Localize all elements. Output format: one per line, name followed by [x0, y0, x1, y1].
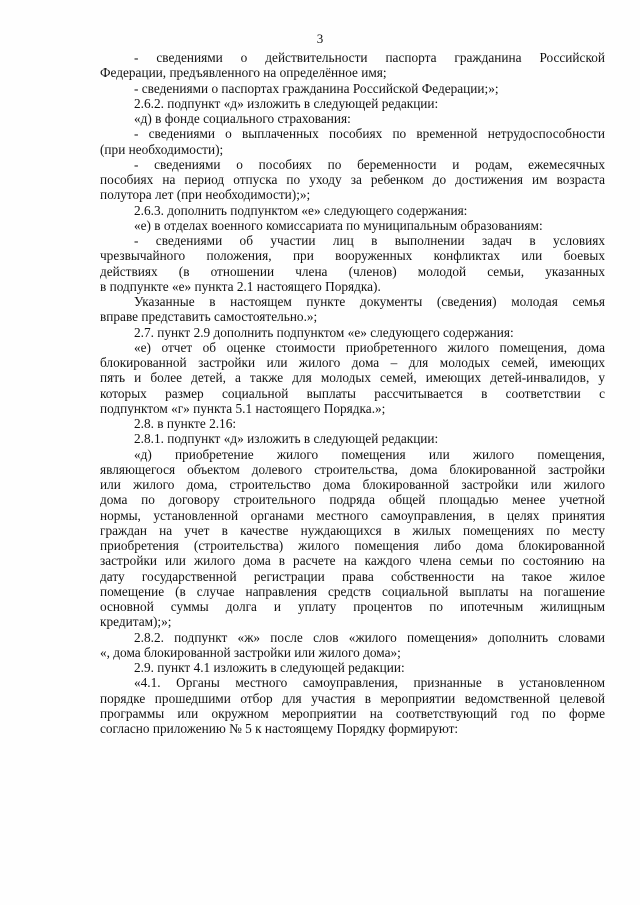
text-line: программы или окружном мероприятии на соответствующий год по форме: [100, 705, 605, 721]
text-line: - сведениями о выплаченных пособиях по временной нетрудоспособности: [134, 126, 605, 142]
text-line: граждан на учет в качестве нуждающихся в жилых помещениях по месту: [100, 522, 605, 538]
document-body: [100, 50, 605, 736]
text-line: 2.6.2. подпункт «д» изложить в следующей редакции:: [134, 95, 439, 111]
text-line: 2.8. в пункте 2.16:: [134, 416, 237, 431]
text-line: 2.6.3. дополнить подпунктом «е» следующего содержания:: [134, 202, 468, 218]
text-line: 2.8.1. подпункт «д» изложить в следующей редакции:: [134, 431, 439, 447]
text-line: 2.8.2. подпункт «ж» после слов «жилого помещения» дополнить словами: [134, 629, 605, 645]
text-line: которых размер социальной выплаты рассчитывается в соответствии с: [100, 385, 605, 401]
text-line: - сведениями о пособиях по беременности и родам, ежемесячных: [134, 156, 605, 172]
text-line: «д) приобретение жилого помещения или жилого помещения,: [134, 446, 605, 462]
text-line: действиях (в отношении члена (членов) молодой семьи, указанных: [100, 263, 605, 279]
page-number: 3: [316, 31, 324, 46]
text-line: Федерации, предъявленного на определённое имя;: [100, 65, 387, 81]
text-line: - сведениями о действительности паспорта гражданина Российской: [134, 50, 605, 65]
text-line: вправе представить самостоятельно.»;: [100, 309, 318, 325]
text-line: застройки или жилого дома в расчете на каждого члена семьи по состоянию на: [100, 553, 605, 569]
text-line: - сведениями об участии лиц в выполнении задач в условиях: [134, 233, 605, 248]
text-line: подпунктом «г» пункта 5.1 настоящего Порядка.»;: [100, 400, 386, 416]
text-line: кредитам);»;: [100, 614, 172, 630]
text-line: «4.1. Органы местного самоуправления, признанные в установленном: [134, 675, 605, 691]
text-line: в подпункте «е» пункта 2.1 настоящего Порядка).: [100, 278, 381, 294]
text-line: «е) отчет об оценке стоимости приобретенного жилого помещения, дома: [134, 339, 605, 355]
text-line: нормы, установленной органами местного самоуправления, в целях принятия: [100, 507, 605, 523]
text-line: или жилого дома, строительство дома блокированной застройки или жилого: [100, 477, 605, 492]
text-line: приобретения (строительства) жилого помещения либо дома блокированной: [100, 538, 605, 553]
text-line: 2.7. пункт 2.9 дополнить подпунктом «е» следующего содержания:: [134, 324, 514, 340]
text-line: блокированной застройки или жилого дома – для молодых семей, имеющих: [100, 355, 605, 370]
text-line: согласно приложению № 5 к настоящему Порядку формируют:: [100, 721, 459, 736]
text-line: пособиях на период отпуска по уходу за ребенком до достижения им возраста: [100, 172, 605, 187]
text-line: являющегося объектом долевого строительства, дома блокированной застройки: [100, 461, 605, 477]
text-line: (при необходимости);: [100, 141, 224, 157]
text-line: дома по договору строительного подряда общей площадью менее учетной: [100, 492, 605, 508]
text-line: порядке прошедшими отбор для участия в мероприятии ведомственной целевой: [100, 690, 605, 706]
text-line: 2.9. пункт 4.1 изложить в следующей редакции:: [134, 660, 405, 675]
text-line: чрезвычайного положения, при вооруженных конфликтах или боевых: [100, 248, 605, 264]
text-line: основной суммы долга и уплату процентов по ипотечным жилищным: [100, 599, 605, 614]
text-line: «, дома блокированной застройки или жилого дома»;: [100, 644, 401, 660]
text-line: Указанные в настоящем пункте документы (сведения) молодая семья: [134, 294, 605, 309]
text-line: дату государственной регистрации права собственности на такое жилое: [100, 568, 605, 584]
text-line: полутора лет (при необходимости);»;: [100, 187, 311, 203]
text-line: - сведениями о паспортах гражданина Российской Федерации;»;: [134, 80, 499, 96]
text-line: помещение (в случае направления средств социальной выплаты на погашение: [100, 583, 605, 599]
text-line: «е) в отделах военного комиссариата по муниципальным образованиям:: [134, 217, 543, 233]
text-line: «д) в фонде социального страхования:: [134, 111, 351, 126]
text-line: пять и более детей, а также для молодых семей, имеющих детей-инвалидов, у: [100, 370, 605, 386]
